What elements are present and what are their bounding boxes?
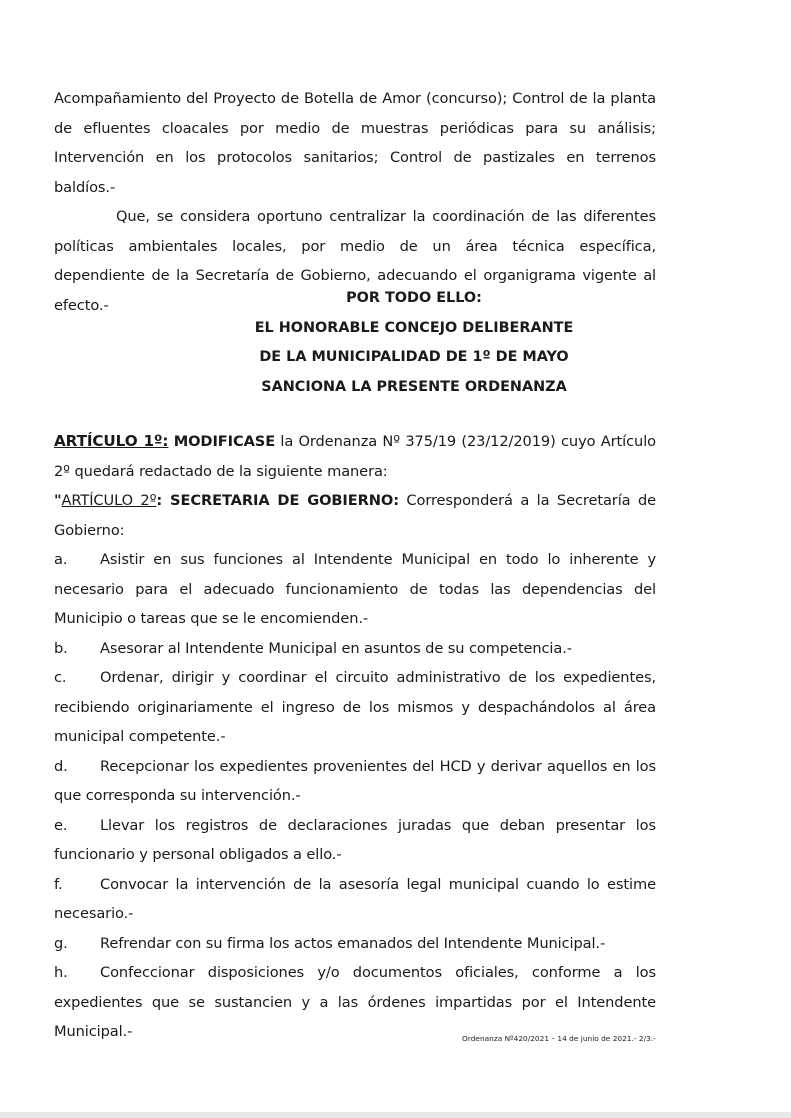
list-item [54, 929, 656, 959]
item-letter: h. [54, 964, 68, 981]
heading-line-4: SANCIONA LA PRESENTE ORDENANZA [261, 378, 567, 395]
item-text: Asistir en sus funciones al Intendente Municipal en todo lo inherente y necesario para el adecuado funcionamiento de todas las dependencias del Municipio o tareas que se le encomienden.- [54, 551, 656, 627]
heading-line-1: POR TODO ELLO: [346, 290, 482, 306]
list-item [54, 634, 656, 664]
item-letter: d. [54, 757, 68, 775]
heading-line-3: DE LA MUNICIPALIDAD DE 1º DE MAYO [259, 349, 569, 365]
article-2 [54, 486, 656, 545]
item-letter: b. [54, 639, 68, 657]
article-2-label: ARTÍCULO 2º [61, 492, 157, 509]
list-item [54, 545, 656, 634]
item-letter: c. [54, 669, 67, 686]
list-item [54, 811, 656, 870]
article-2-quote: " [54, 492, 62, 509]
item-text: Llevar los registros de declaraciones juradas que deban presentar los funcionario y personal obligados a ello.- [54, 816, 656, 863]
item-text: Asesorar al Intendente Municipal en asuntos de su competencia.- [100, 639, 572, 657]
scan-edge [0, 1112, 791, 1118]
item-letter: e. [54, 816, 68, 834]
article-1-label: ARTÍCULO 1º: [54, 432, 169, 450]
article-2-items [54, 545, 656, 1047]
article-2-title: : SECRETARIA DE GOBIERNO: [156, 492, 399, 509]
article-1-text: la Ordenanza Nº 375/19 (23/12/2019) cuyo Artículo 2º quedará redactado de la siguiente manera: [54, 433, 656, 480]
list-item [54, 663, 656, 752]
article-1-keyword: MODIFICASE [173, 433, 276, 450]
list-item [54, 870, 656, 929]
article-1 [54, 427, 656, 486]
item-text: Convocar la intervención de la asesoría legal municipal cuando lo estime necesario.- [54, 875, 656, 922]
item-letter: g. [54, 934, 68, 952]
item-letter: a. [54, 551, 68, 568]
page-footer: Ordenanza Nº420/2021 – 14 de junio de 2021.- 2/3.- [462, 1034, 656, 1043]
intro-paragraph-2: Que, se considera oportuno centralizar la coordinación de las diferentes políticas ambientales locales, por medio de un área técnica específica, dependiente de la Secretaría de Gobierno, adecuando el organigrama vigente al efecto.- [54, 208, 656, 314]
ordinance-body [54, 427, 656, 1047]
resolution-heading [54, 284, 774, 402]
intro-paragraph-1: Acompañamiento del Proyecto de Botella de Amor (concurso); Control de la planta de efluentes cloacales por medio de muestras periódicas para su análisis; Intervención en los protocolos sanitarios; Control de pastizales en terrenos baldíos.- [54, 90, 656, 196]
item-text: Confeccionar disposiciones y/o documentos oficiales, conforme a los expedientes que se sustancien y a las órdenes impartidas por el Intendente Municipal.- [54, 964, 656, 1040]
list-item [54, 752, 656, 811]
item-letter: f. [54, 875, 63, 893]
item-text: Recepcionar los expedientes provenientes del HCD y derivar aquellos en los que corresponda su intervención.- [54, 757, 656, 804]
heading-line-2: EL HONORABLE CONCEJO DELIBERANTE [254, 319, 574, 336]
item-text: Refrendar con su firma los actos emanados del Intendente Municipal.- [100, 934, 606, 952]
article-2-text: Corresponderá a la Secretaría de Gobierno: [54, 492, 656, 539]
item-text: Ordenar, dirigir y coordinar el circuito administrativo de los expedientes, recibiendo originariamente el ingreso de los mismos y despachándolos al área municipal competente.- [54, 669, 656, 745]
